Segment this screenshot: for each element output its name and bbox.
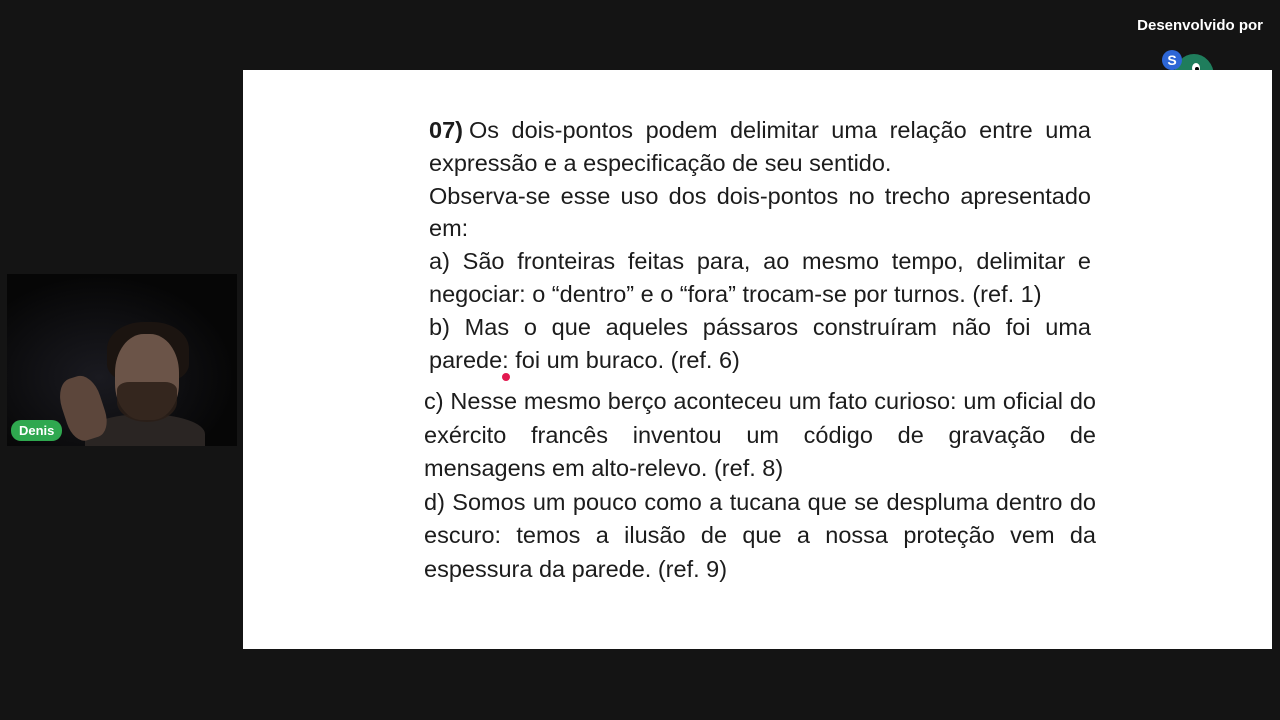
option-c: c) Nesse mesmo berço aconteceu um fato curioso: um oficial do exército francês inventou um código de gravação de mensagens em alto-relevo. (ref. 8) [424, 388, 1096, 481]
brand-badge: S [1167, 52, 1177, 68]
person-beard [117, 382, 177, 422]
question-intro [429, 114, 1091, 180]
question-number: 07) [429, 117, 463, 143]
option-a: a) São fronteiras feitas para, ao mesmo tempo, delimitar e negociar: o “dentro” e o “fora” trocam-se por turnos. (ref. 1) [429, 248, 1091, 307]
question-block [429, 114, 1091, 376]
option-b: b) Mas o que aqueles pássaros construíram não foi uma parede: foi um buraco. (ref. 6) [429, 313, 1091, 373]
options-lower [424, 385, 1096, 586]
option-d: d) Somos um pouco como a tucana que se despluma dentro do escuro: temos a ilusão de que a nossa proteção vem da espessura da parede. (ref. 9) [424, 488, 1096, 582]
webcam-tile[interactable] [7, 274, 237, 446]
brand-caption: Desenvolvido por [1137, 17, 1263, 34]
laser-pointer [502, 373, 510, 381]
shared-slide [243, 70, 1272, 649]
question-intro-text: Os dois-pontos podem delimitar uma relação entre uma expressão e a especificação de seu sentido. [429, 117, 1091, 176]
participant-name-tag: Denis [11, 420, 62, 441]
question-prompt: Observa-se esse uso dos dois-pontos no trecho apresentado em: [429, 182, 1091, 242]
